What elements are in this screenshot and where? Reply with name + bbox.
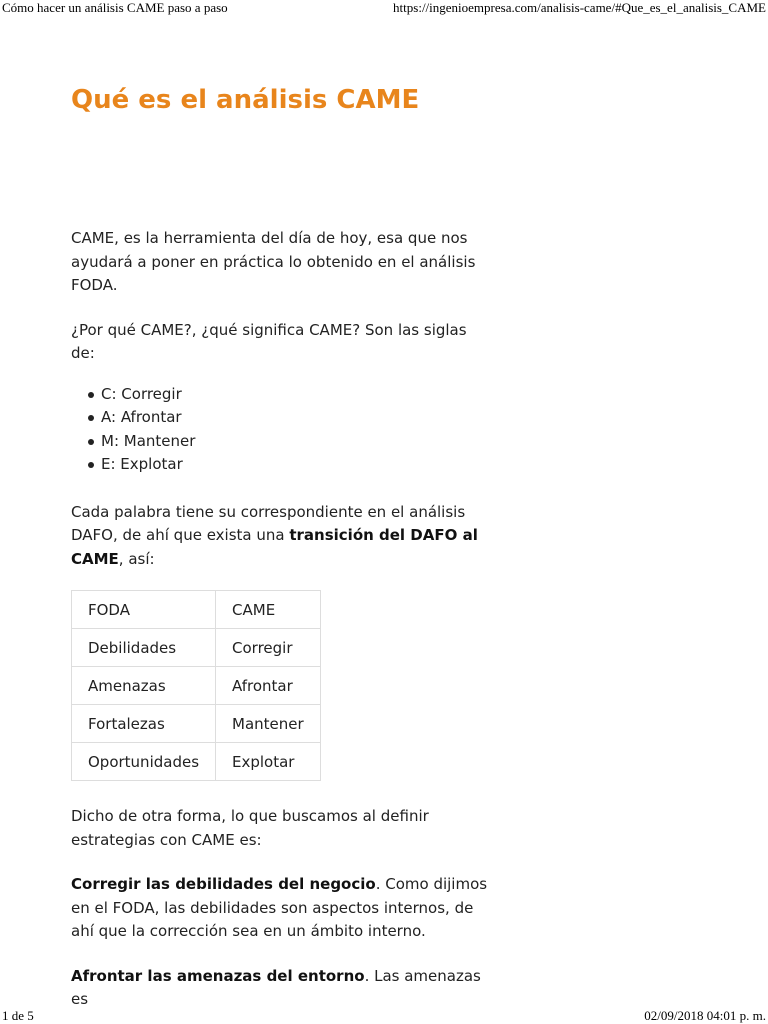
- table-cell: Explotar: [216, 743, 321, 781]
- table-row: [72, 705, 321, 743]
- table-cell: Corregir: [216, 629, 321, 667]
- dicho-paragraph: Dicho de otra forma, lo que buscamos al definir estrategias con CAME es:: [71, 807, 429, 849]
- table-header-cell: FODA: [72, 591, 216, 629]
- list-item: C: Corregir: [101, 383, 491, 407]
- siglas-question: ¿Por qué CAME?, ¿qué significa CAME? Son las siglas de:: [71, 320, 467, 362]
- siglas-list: [71, 383, 491, 477]
- afrontar-text: . Las amenazas es: [71, 966, 481, 1008]
- afrontar-bold: Afrontar las amenazas del entorno: [71, 966, 365, 985]
- table-cell: Debilidades: [72, 629, 216, 667]
- afrontar-paragraph: [71, 965, 491, 1012]
- table-cell: Amenazas: [72, 667, 216, 705]
- table-cell: Fortalezas: [72, 705, 216, 743]
- list-item: M: Mantener: [101, 430, 491, 454]
- table-cell: Oportunidades: [72, 743, 216, 781]
- transition-bold: transición del DAFO al CAME: [71, 526, 478, 568]
- foda-came-table: [71, 590, 321, 781]
- table-cell: Mantener: [216, 705, 321, 743]
- transition-text: Cada palabra tiene su correspondiente en el análisis DAFO, de ahí que exista una: [71, 502, 466, 544]
- print-footer: [0, 1008, 768, 1024]
- intro-paragraph: CAME, es la herramienta del día de hoy, esa que nos ayudará a poner en práctica lo obtenido en el análisis FODA.: [71, 229, 476, 294]
- corregir-text: . Como dijimos en el FODA, las debilidades son aspectos internos, de ahí que la corrección sea en un ámbito interno.: [71, 875, 488, 940]
- list-item: E: Explotar: [101, 453, 491, 477]
- corregir-paragraph: [71, 873, 491, 944]
- print-header-title: Cómo hacer un análisis CAME paso a paso: [2, 0, 228, 15]
- table-cell: Afrontar: [216, 667, 321, 705]
- transition-paragraph: [71, 501, 491, 572]
- corregir-bold: Corregir las debilidades del negocio: [71, 875, 376, 893]
- table-row: [72, 667, 321, 705]
- list-item: A: Afrontar: [101, 406, 491, 430]
- table-header-row: [72, 591, 321, 629]
- print-header-url[interactable]: https://ingenioempresa.com/analisis-came/#Que_es_el_analisis_CAME: [393, 0, 766, 15]
- print-datetime: 02/09/2018 04:01 p. m.: [644, 1008, 766, 1023]
- page-number: 1 de 5: [2, 1008, 34, 1023]
- table-row: [72, 629, 321, 667]
- table-header-cell: CAME: [216, 591, 321, 629]
- print-header: [0, 0, 768, 16]
- table-row: [72, 743, 321, 781]
- transition-text-end: , así:: [118, 549, 155, 568]
- article-content: [71, 80, 491, 1012]
- page-title: Qué es el análisis CAME: [71, 85, 420, 115]
